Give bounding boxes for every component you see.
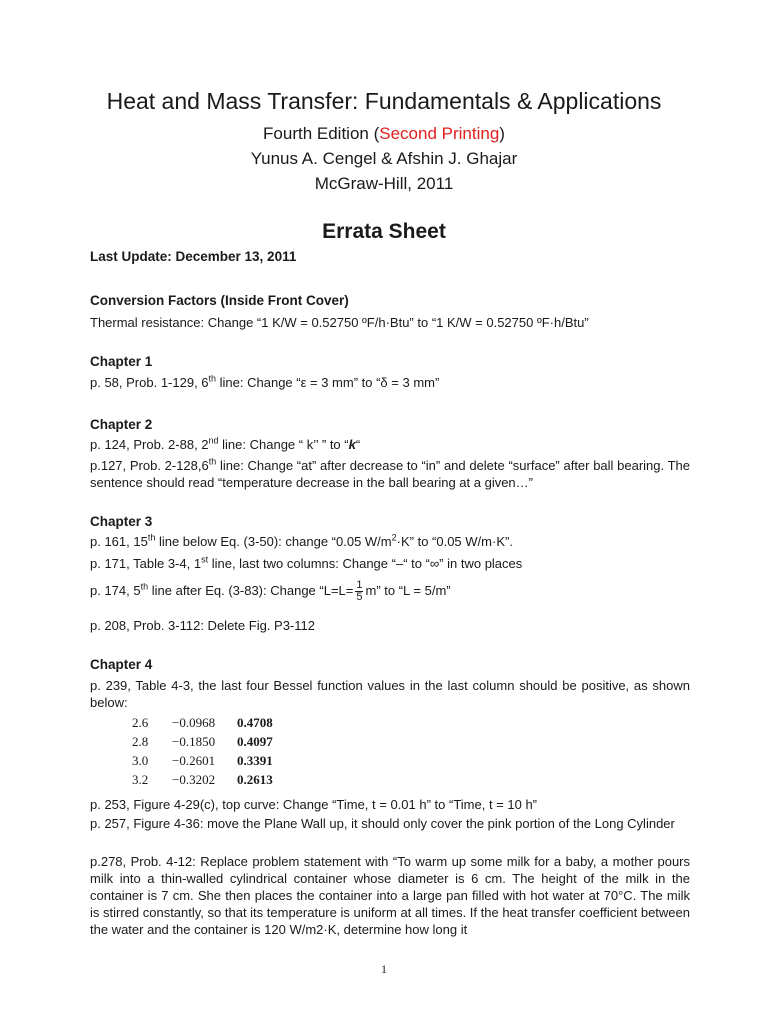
- chapter4-entry-2: p. 253, Figure 4-29(c), top curve: Change “Time, t = 0.01 h” to “Time, t = 10 h”: [90, 797, 538, 812]
- entry-text: p. 124, Prob. 2-88, 2: [90, 437, 209, 452]
- table-row: [132, 751, 273, 770]
- table-cell: 0.3391: [237, 753, 273, 768]
- conversion-heading: Conversion Factors (Inside Front Cover): [90, 293, 349, 308]
- fraction-denominator: 5: [356, 591, 363, 604]
- chapter4-entry-1: p. 239, Table 4-3, the last four Bessel function values in the last column should be positive, as shown below:: [90, 678, 690, 710]
- superscript: st: [201, 554, 209, 565]
- chapter2-heading: Chapter 2: [90, 417, 153, 432]
- chapter3-entry-1: [90, 533, 690, 550]
- edition-line: [0, 124, 768, 144]
- table-cell: 2.8: [132, 734, 149, 749]
- table-cell: −0.2601: [172, 753, 216, 768]
- k-symbol: k: [348, 437, 356, 452]
- superscript: th: [208, 373, 217, 384]
- fraction: [355, 580, 363, 603]
- printing-label: Second Printing: [379, 124, 500, 143]
- chapter1-entry: [90, 374, 690, 391]
- chapter4-entry-3: p. 257, Figure 4-36: move the Plane Wall up, it should only cover the pink portion of the Long Cylinder: [90, 816, 675, 831]
- authors-line: Yunus A. Cengel & Afshin J. Ghajar: [250, 149, 518, 168]
- entry-text: p. 161, 15: [90, 534, 148, 549]
- superscript: nd: [208, 435, 219, 446]
- table-cell: 0.4097: [237, 734, 273, 749]
- last-update: Last Update: December 13, 2011: [90, 249, 297, 264]
- entry-text: line, last two columns: Change “–“ to “∞” in two places: [208, 556, 523, 571]
- entry-text: p. 174, 5: [90, 583, 141, 598]
- fraction-numerator: 1: [356, 579, 363, 592]
- edition-prefix: Fourth Edition (: [263, 124, 380, 143]
- entry-text: m” to “L = 5/m”: [365, 583, 451, 598]
- table-cell: −0.3202: [172, 772, 216, 787]
- entry-text: ·K” to “0.05 W/m·K”.: [396, 534, 513, 549]
- table-row: [132, 713, 273, 732]
- entry-text: p. 58, Prob. 1-129, 6: [90, 375, 209, 390]
- page-number: 1: [381, 962, 387, 976]
- chapter1-heading: Chapter 1: [90, 354, 153, 369]
- chapter2-entry-1: [90, 436, 690, 453]
- edition-suffix: ): [499, 124, 505, 143]
- entry-text: line: Change “ε = 3 mm” to “δ = 3 mm”: [216, 375, 440, 390]
- chapter4-heading: Chapter 4: [90, 657, 153, 672]
- table-row: [132, 770, 273, 789]
- table-cell: −0.0968: [172, 715, 216, 730]
- table-cell: 2.6: [132, 715, 149, 730]
- superscript: th: [208, 456, 217, 467]
- chapter2-entry-2: [90, 457, 690, 491]
- bessel-table: [132, 713, 273, 789]
- superscript: 2: [391, 532, 397, 543]
- chapter3-heading: Chapter 3: [90, 514, 153, 529]
- table-row: [132, 732, 273, 751]
- entry-text: “: [355, 437, 361, 452]
- entry-text: p.127, Prob. 2-128,6: [90, 458, 209, 473]
- entry-text: line below Eq. (3-50): change “0.05 W/m: [155, 534, 392, 549]
- table-cell: −0.1850: [172, 734, 216, 749]
- conversion-entry: Thermal resistance: Change “1 K/W = 0.52750 ºF/h·Btu” to “1 K/W = 0.52750 ºF·h/Btu”: [90, 315, 589, 330]
- table-cell: 0.4708: [237, 715, 273, 730]
- superscript: th: [147, 532, 156, 543]
- table-cell: 3.0: [132, 753, 149, 768]
- sheet-title: Errata Sheet: [322, 220, 446, 243]
- chapter3-entry-3: [90, 578, 690, 604]
- superscript: th: [140, 581, 149, 592]
- chapter3-entry-4: p. 208, Prob. 3-112: Delete Fig. P3-112: [90, 618, 315, 633]
- publisher-line: McGraw-Hill, 2011: [314, 174, 454, 193]
- entry-text: line: Change “ k’’ ” to “: [218, 437, 349, 452]
- chapter4-entry-4: p.278, Prob. 4-12: Replace problem statement with “To warm up some milk for a baby, a mother pours milk into a thin-walled cylindrical container whose diameter is 6 cm. The height of the milk in the container is 7 cm. She then places the container into a large pan filled with hot water at 70°C. The milk is stirred constantly, so that its temperature is uniform at all times. If the heat transfer coefficient between the water and the container is 120 W/m2·K, determine how long it: [90, 854, 690, 937]
- entry-text: line after Eq. (3-83): Change “L=L=: [148, 583, 354, 598]
- table-cell: 3.2: [132, 772, 149, 787]
- chapter3-entry-2: [90, 555, 690, 572]
- entry-text: p. 171, Table 3-4, 1: [90, 556, 202, 571]
- table-cell: 0.2613: [237, 772, 273, 787]
- book-title: Heat and Mass Transfer: Fundamentals & Applications: [106, 88, 662, 114]
- entry-text: line: Change “at” after decrease to “in” and delete “surface” after ball bearing. The sentence should read “temperature decrease in the ball bearing at a given…”: [90, 458, 690, 490]
